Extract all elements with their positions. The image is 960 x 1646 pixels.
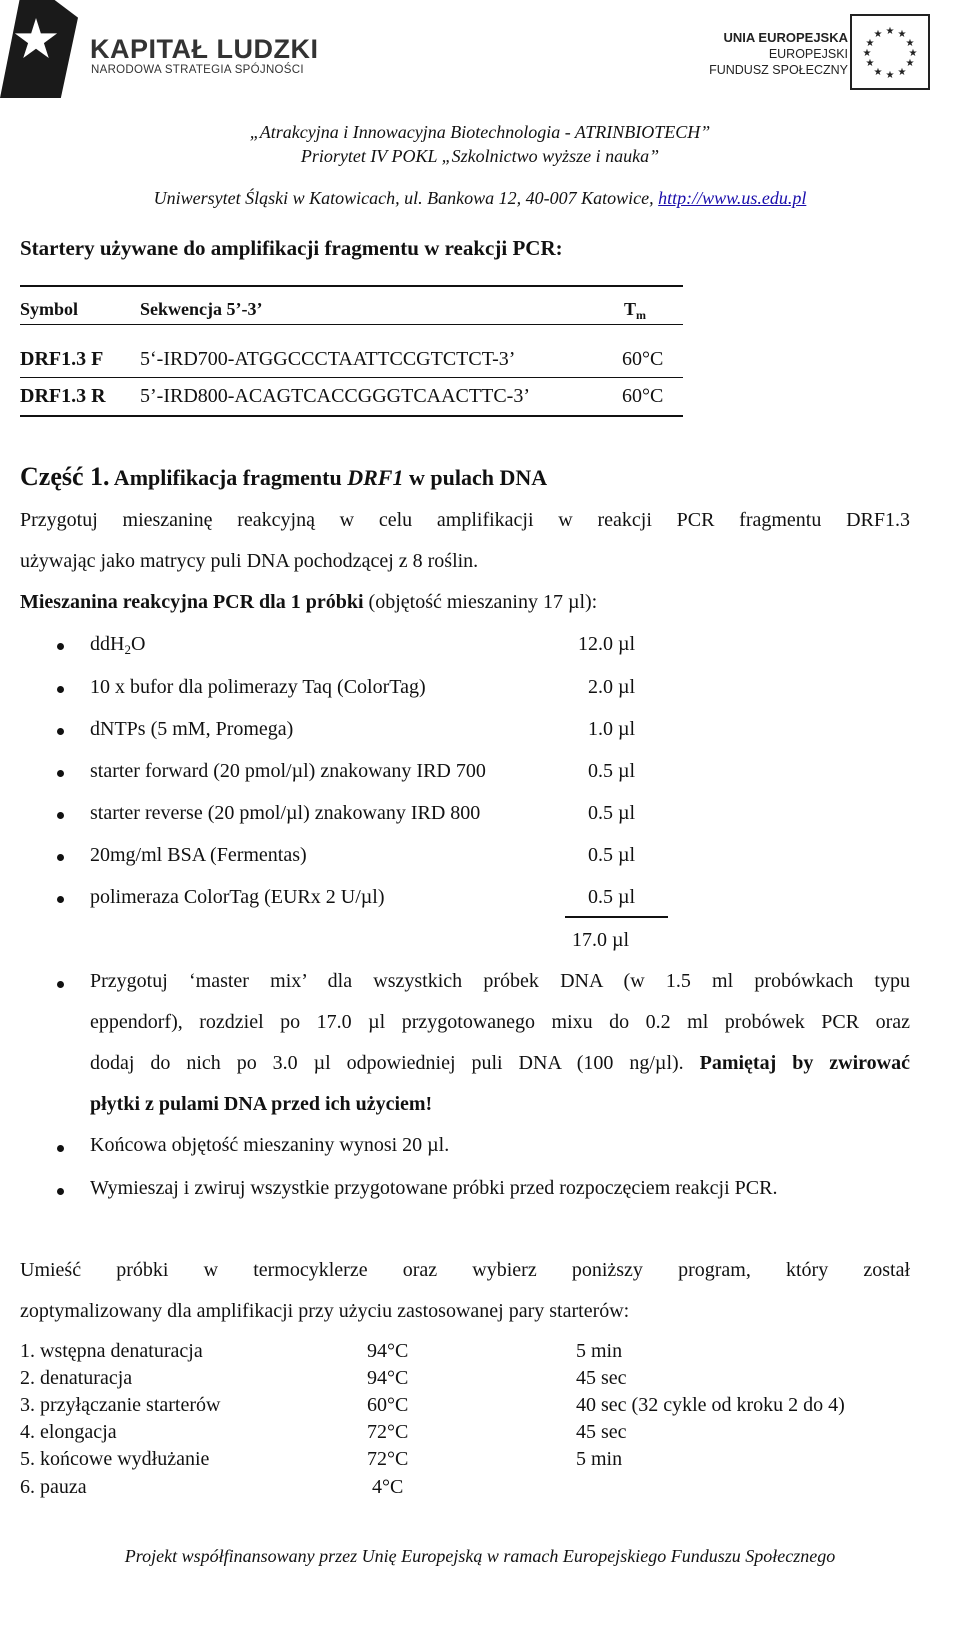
reagent-name: dNTPs (5 mM, Promega) — [90, 718, 294, 740]
reagent-name: polimeraza ColorTag (EURx 2 U/µl) — [90, 886, 385, 908]
sum-rule — [565, 916, 668, 918]
program-temp: 72°C — [367, 1448, 409, 1470]
table-top-rule — [20, 285, 683, 287]
primer-tm: 60°C — [622, 385, 664, 407]
reagent-volume: 12.0 µl — [578, 633, 636, 655]
svg-text:★: ★ — [873, 67, 883, 78]
primer-sequence: 5’-IRD800-ACAGTCACCGGGTCAACTTC-3’ — [140, 385, 530, 407]
program-temp: 4°C — [372, 1476, 404, 1498]
eu-fund-line1: EUROPEJSKI — [768, 47, 848, 61]
primer-tm: 60°C — [622, 348, 664, 370]
reagent-volume: 0.5 µl — [588, 802, 636, 824]
svg-text:★: ★ — [905, 38, 915, 49]
program-time: 40 sec (32 cykle od kroku 2 do 4) — [576, 1394, 845, 1416]
program-temp: 60°C — [367, 1394, 409, 1416]
kapital-ludzki-mark-icon — [0, 0, 78, 98]
bullet-icon — [57, 728, 64, 735]
program-time: 5 min — [576, 1448, 623, 1470]
university-address — [0, 188, 960, 209]
bullet-icon — [57, 770, 64, 777]
svg-text:★: ★ — [885, 70, 895, 81]
program-step: 5. końcowe wydłużanie — [20, 1448, 210, 1470]
mix-heading: Mieszanina reakcyjna PCR dla 1 próbki (objętość mieszaniny 17 µl): — [20, 591, 598, 613]
kapital-ludzki-title: KAPITAŁ LUDZKI — [90, 34, 319, 64]
primer-symbol: DRF1.3 R — [20, 385, 106, 407]
reagent-name: 20mg/ml BSA (Fermentas) — [90, 844, 307, 866]
part-label: Część 1. — [20, 462, 110, 491]
svg-text:★: ★ — [873, 29, 883, 40]
step1-line4: płytki z pulami DNA przed ich użyciem! — [90, 1093, 433, 1115]
bullet-icon — [57, 1145, 64, 1152]
program-time: 45 sec — [576, 1367, 627, 1389]
program-step: 1. wstępna denaturacja — [20, 1340, 203, 1362]
svg-text:★: ★ — [865, 38, 875, 49]
program-intro-line1: Umieść próbki w termocyklerze oraz wybierz poniższy program, który został — [20, 1259, 910, 1281]
program-step: 2. denaturacja — [20, 1367, 133, 1389]
address-text: Uniwersytet Śląski w Katowicach, ul. Bankowa 12, 40-007 Katowice, — [153, 188, 654, 208]
program-time: 45 sec — [576, 1421, 627, 1443]
bullet-icon — [57, 854, 64, 861]
reagent-volume: 0.5 µl — [588, 844, 636, 866]
col-symbol: Symbol — [20, 299, 79, 319]
program-step: 6. pauza — [20, 1476, 87, 1498]
svg-text:★: ★ — [865, 58, 875, 69]
program-time: 5 min — [576, 1340, 623, 1362]
project-priority: Priorytet IV POKL „Szkolnictwo wyższe i nauka” — [300, 146, 660, 166]
table-row-rule — [20, 377, 683, 378]
eu-logo-text — [638, 30, 848, 78]
step3: Wymieszaj i zwiruj wszystkie przygotowane próbki przed rozpoczęciem reakcji PCR. — [90, 1177, 778, 1199]
primer-sequence: 5‘-IRD700-ATGGCCCTAATTCCGTCTCT-3’ — [140, 348, 516, 370]
svg-text:★: ★ — [885, 26, 895, 37]
reagent-name: starter reverse (20 pmol/µl) znakowany IRD 800 — [90, 802, 481, 824]
program-temp: 94°C — [367, 1367, 409, 1389]
eu-title: UNIA EUROPEJSKA — [723, 30, 848, 45]
reagent-volume: 0.5 µl — [588, 886, 636, 908]
reagent-volume: 1.0 µl — [588, 718, 636, 740]
part1-intro-line2: używając jako matrycy puli DNA pochodzącej z 8 roślin. — [20, 550, 479, 572]
program-intro-line2: zoptymalizowany dla amplifikacji przy użyciu zastosowanej pary starterów: — [20, 1300, 630, 1322]
bullet-icon — [57, 643, 64, 650]
part1-intro-line1: Przygotuj mieszaninę reakcyjną w celu amplifikacji w reakcji PCR fragmentu DRF1.3 — [20, 509, 910, 531]
university-link[interactable]: http://www.us.edu.pl — [658, 188, 807, 208]
table-header-rule — [20, 324, 683, 325]
program-step: 4. elongacja — [20, 1421, 117, 1443]
svg-text:★: ★ — [908, 48, 918, 59]
reagent-volume: 0.5 µl — [588, 760, 636, 782]
footer-note: Projekt współfinansowany przez Unię Europejską w ramach Europejskiego Funduszu Społecznego — [124, 1546, 836, 1566]
svg-text:★: ★ — [862, 48, 872, 59]
kapital-ludzki-subtitle: NARODOWA STRATEGIA SPÓJNOŚCI — [91, 64, 304, 76]
eu-fund-line2: FUNDUSZ SPOŁECZNY — [709, 63, 848, 77]
bullet-icon — [57, 1188, 64, 1195]
col-sequence: Sekwencja 5’-3’ — [140, 299, 263, 319]
primer-symbol: DRF1.3 F — [20, 348, 104, 370]
step1-line1: Przygotuj ‘master mix’ dla wszystkich próbek DNA (w 1.5 ml probówkach typu — [90, 970, 910, 992]
eu-flag-icon — [850, 14, 930, 90]
reagent-name: 10 x bufor dla polimerazy Taq (ColorTag) — [90, 676, 426, 698]
primers-heading: Startery używane do amplifikacji fragmentu w reakcji PCR: — [20, 236, 563, 260]
reagent-name: starter forward (20 pmol/µl) znakowany IRD 700 — [90, 760, 486, 782]
program-step: 3. przyłączanie starterów — [20, 1394, 221, 1416]
reagent-name: ddH$_2$O — [90, 633, 146, 657]
col-tm: $T_m$ — [624, 299, 647, 322]
kapital-ludzki-logo — [0, 0, 330, 100]
total-volume: 17.0 µl — [572, 929, 630, 951]
bullet-icon — [57, 812, 64, 819]
step1-line3: dodaj do nich po 3.0 µl odpowiedniej puli DNA (100 ng/µl). Pamiętaj by zwirować — [90, 1052, 910, 1074]
step2: Końcowa objętość mieszaniny wynosi 20 µl. — [90, 1134, 450, 1156]
svg-text:★: ★ — [897, 29, 907, 40]
bullet-icon — [57, 686, 64, 693]
part1-title: Część 1. Amplifikacja fragmentu DRF1 w pulach DNA — [20, 462, 548, 491]
svg-text:★: ★ — [897, 67, 907, 78]
program-temp: 94°C — [367, 1340, 409, 1362]
step1-line2: eppendorf), rozdziel po 17.0 µl przygotowanego mixu do 0.2 ml probówek PCR oraz — [90, 1011, 910, 1033]
program-temp: 72°C — [367, 1421, 409, 1443]
bullet-icon — [57, 981, 64, 988]
table-bottom-rule — [20, 415, 683, 417]
bullet-icon — [57, 896, 64, 903]
project-title: „Atrakcyjna i Innowacyjna Biotechnologia - ATRINBIOTECH” — [249, 122, 711, 142]
reagent-volume: 2.0 µl — [588, 676, 636, 698]
svg-text:★: ★ — [905, 58, 915, 69]
